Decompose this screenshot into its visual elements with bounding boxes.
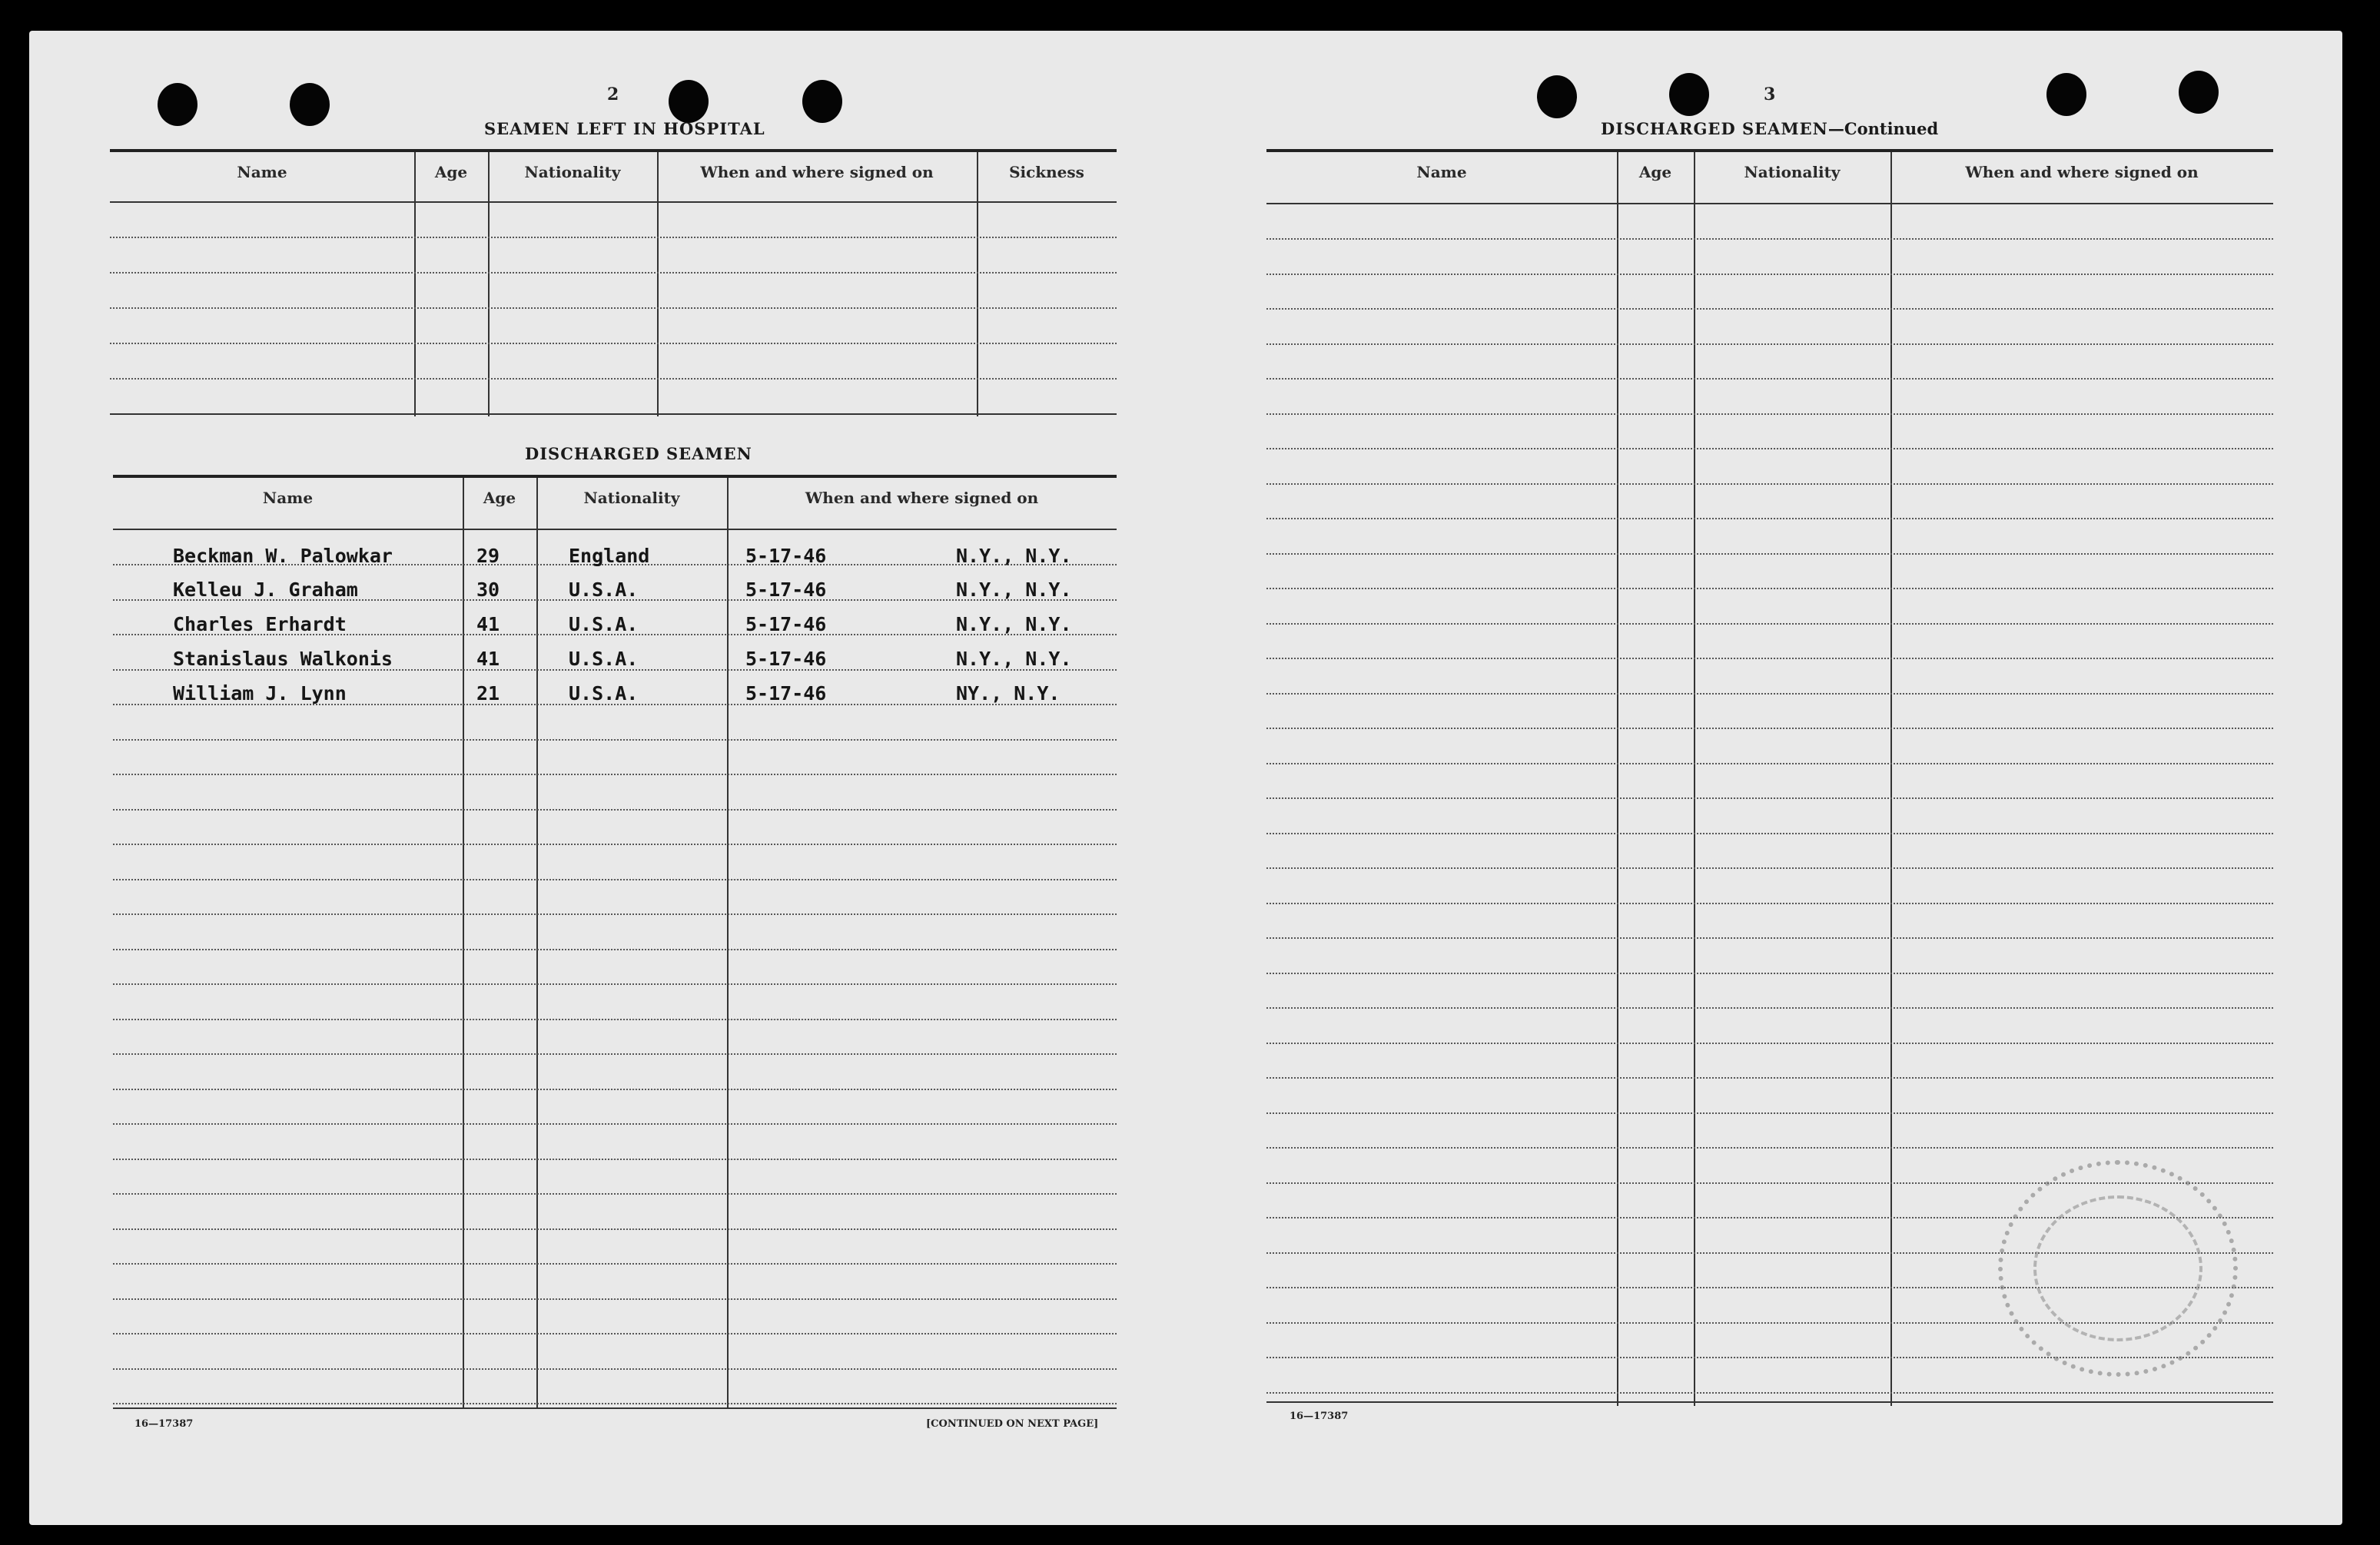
ruled-line — [1266, 623, 2273, 625]
seaman-nationality: U.S.A. — [569, 682, 639, 705]
seaman-age: 29 — [476, 545, 500, 567]
ruled-line — [113, 1053, 1117, 1055]
ruled-line — [113, 913, 1117, 915]
ruled-line — [113, 1193, 1117, 1195]
ruled-line — [113, 1403, 1117, 1404]
ruled-line — [1266, 728, 2273, 729]
ruled-line — [1266, 448, 2273, 449]
seaman-name: Charles Erhardt — [173, 613, 347, 635]
seaman-name: William J. Lynn — [173, 682, 347, 705]
ruled-line — [113, 1019, 1117, 1020]
ruled-line — [1266, 658, 2273, 659]
ruled-line — [113, 879, 1117, 880]
signed-on-place: N.Y., N.Y. — [956, 579, 1072, 601]
ruled-line — [1266, 378, 2273, 380]
ruled-line — [113, 809, 1117, 811]
ruled-line — [1266, 588, 2273, 589]
seaman-nationality: U.S.A. — [569, 648, 639, 670]
discharged-section-title: DISCHARGED SEAMEN — [525, 444, 752, 463]
seaman-nationality: England — [569, 545, 650, 567]
official-stamp — [1998, 1160, 2238, 1377]
ruled-line — [113, 844, 1117, 845]
punch-hole — [2046, 73, 2086, 116]
ruled-line — [1266, 274, 2273, 275]
column-header-nationality: Nationality — [583, 489, 680, 507]
continued-note: [CONTINUED ON NEXT PAGE] — [926, 1418, 1099, 1430]
seaman-age: 41 — [476, 613, 500, 635]
ruled-line — [113, 1123, 1117, 1125]
ruled-line — [1266, 413, 2273, 415]
signed-on-place: N.Y., N.Y. — [956, 545, 1072, 567]
ruled-line — [1266, 1392, 2273, 1394]
column-header-signed-on: When and where signed on — [1965, 163, 2199, 181]
ruled-line — [1266, 693, 2273, 695]
column-header-age: Age — [483, 489, 516, 507]
ruled-line — [113, 739, 1117, 741]
discharged-continued-title — [1601, 119, 1938, 138]
ruled-line — [1266, 343, 2273, 345]
page-number-right: 3 — [1764, 85, 1776, 104]
punch-hole — [669, 80, 709, 123]
ruled-line — [113, 1089, 1117, 1090]
ruled-line — [1266, 1112, 2273, 1114]
ruled-line — [1266, 1147, 2273, 1149]
ruled-line — [1266, 553, 2273, 555]
ruled-line — [1266, 1077, 2273, 1079]
punch-hole — [1669, 73, 1709, 116]
column-header-nationality: Nationality — [524, 163, 621, 181]
punch-hole — [158, 83, 198, 126]
ruled-line — [1266, 238, 2273, 240]
seaman-age: 30 — [476, 579, 500, 601]
form-number-left: 16—17387 — [134, 1418, 194, 1430]
ruled-line — [1266, 937, 2273, 939]
punch-hole — [1537, 75, 1577, 118]
hospital-table — [110, 149, 1117, 419]
column-header-nationality: Nationality — [1744, 163, 1841, 181]
seaman-nationality: U.S.A. — [569, 613, 639, 635]
seaman-name: Beckman W. Palowkar — [173, 545, 393, 567]
signed-on-place: NY., N.Y. — [956, 682, 1061, 705]
seaman-name: Kelleu J. Graham — [173, 579, 358, 601]
signed-on-date: 5-17-46 — [745, 545, 827, 567]
column-header-age: Age — [434, 163, 468, 181]
ruled-line — [1266, 833, 2273, 834]
title-text: DISCHARGED SEAMEN — [1601, 119, 1828, 138]
signed-on-date: 5-17-46 — [745, 648, 827, 670]
seaman-name: Stanislaus Walkonis — [173, 648, 393, 670]
hospital-section-title: SEAMEN LEFT IN HOSPITAL — [484, 119, 765, 138]
ruled-line — [1266, 797, 2273, 799]
punch-hole — [290, 83, 330, 126]
signed-on-place: N.Y., N.Y. — [956, 613, 1072, 635]
title-suffix: —Continued — [1827, 119, 1939, 138]
ruled-line — [1266, 308, 2273, 310]
column-header-signed-on: When and where signed on — [805, 489, 1039, 507]
ruled-line — [113, 1298, 1117, 1300]
column-header-sickness: Sickness — [1009, 163, 1084, 181]
ruled-line — [1266, 763, 2273, 764]
signed-on-date: 5-17-46 — [745, 682, 827, 705]
punch-hole — [802, 80, 842, 123]
column-header-age: Age — [1638, 163, 1672, 181]
ruled-line — [113, 1368, 1117, 1370]
punch-hole — [2179, 71, 2219, 114]
signed-on-date: 5-17-46 — [745, 579, 827, 601]
ruled-line — [113, 1263, 1117, 1265]
signed-on-place: N.Y., N.Y. — [956, 648, 1072, 670]
form-number-right: 16—17387 — [1290, 1411, 1349, 1422]
page-number-left: 2 — [607, 85, 619, 104]
column-header-signed-on: When and where signed on — [700, 163, 934, 181]
signed-on-date: 5-17-46 — [745, 613, 827, 635]
column-header-name: Name — [262, 489, 314, 507]
ruled-line — [1266, 1043, 2273, 1044]
ruled-line — [113, 1228, 1117, 1230]
column-header-name: Name — [1416, 163, 1467, 181]
ruled-line — [1266, 518, 2273, 519]
ruled-line — [113, 983, 1117, 985]
ruled-line — [1266, 1007, 2273, 1009]
ruled-line — [1266, 867, 2273, 869]
ruled-line — [1266, 903, 2273, 904]
ruled-line — [113, 949, 1117, 950]
ruled-line — [1266, 973, 2273, 974]
ruled-line — [113, 1333, 1117, 1334]
ruled-line — [113, 774, 1117, 775]
seaman-age: 41 — [476, 648, 500, 670]
ruled-line — [1266, 483, 2273, 485]
column-header-name: Name — [237, 163, 287, 181]
seaman-age: 21 — [476, 682, 500, 705]
ruled-line — [113, 1159, 1117, 1160]
seaman-nationality: U.S.A. — [569, 579, 639, 601]
